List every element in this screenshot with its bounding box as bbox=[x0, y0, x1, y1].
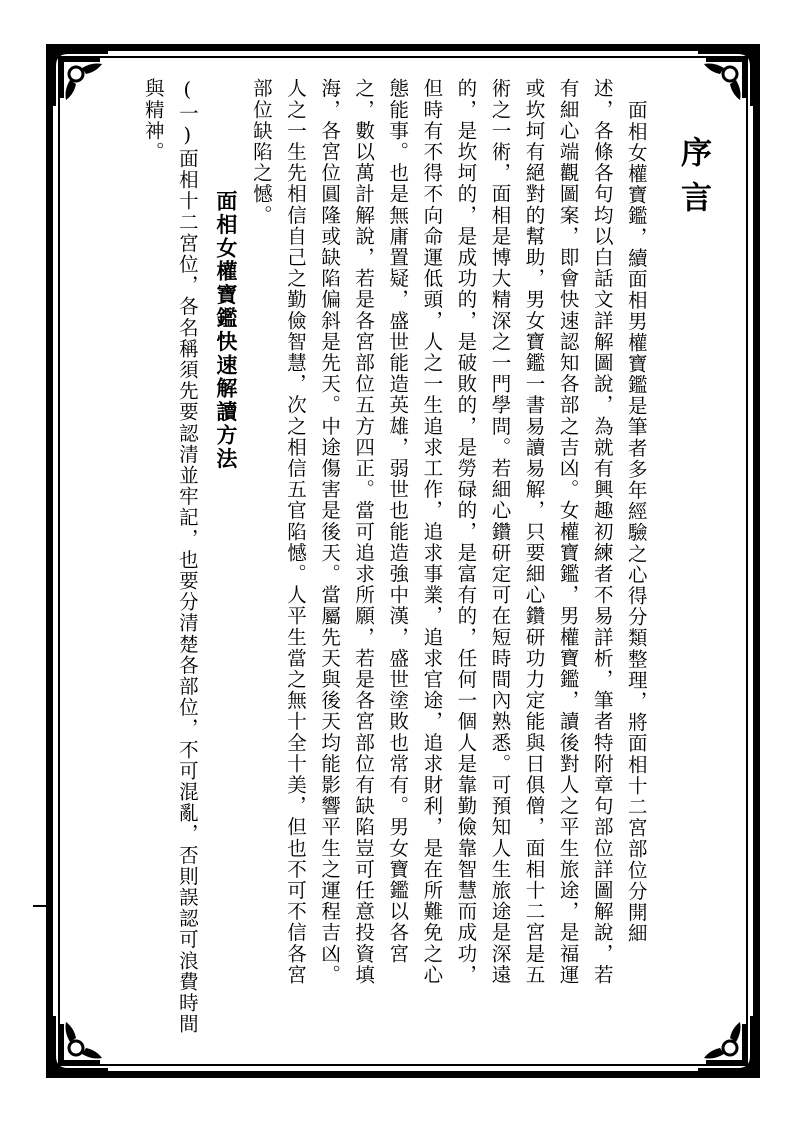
numbered-item: (一)面相十二宮位，各名稱須先要認清並牢記，也要分清楚各部位，不可混亂，否則誤認可浪費時間 bbox=[175, 78, 199, 1035]
body-column: 有細心端觀圖案，即會快速認知各部之吉凶。女權寶鑑，男權寶鑑，讀後對人之平生旅途，是福運 bbox=[556, 78, 580, 986]
body-column: 述，各條各句均以白話文詳解圖說，為就有興趣初練者不易詳析，筆者特附章句部位詳圖解說，若 bbox=[590, 78, 614, 986]
body-column: 之，數以萬計解說，若是各宮部位五方四正。當可追求所願，若是各宮部位有缺陷豈可任意投資填 bbox=[352, 78, 376, 986]
body-column: 或坎坷有絕對的幫助，男女寶鑑一書易讀易解，只要細心鑽研功力定能與日俱僧，面相十二宮是五 bbox=[522, 78, 546, 986]
numbered-item: 與精神。 bbox=[141, 78, 165, 163]
body-column: 態能事。也是無庸置疑，盛世能造英雄，弱世也能造強中漢，盛世塗敗也常有。男女寶鑑以各宮 bbox=[386, 78, 410, 965]
section-heading: 面相女權寶鑑快速解讀方法 bbox=[213, 190, 239, 471]
body-column: 部位缺陷之憾。 bbox=[249, 78, 273, 226]
print-tick-mark bbox=[33, 905, 49, 907]
body-column: 面相女權寶鑑，續面相男權寶鑑是筆者多年經驗之心得分類整理，將面相十二宮部位分開細 bbox=[624, 100, 648, 944]
body-column: 術之一術，面相是博大精深之一門學問。若細心鑽研定可在短時間內熟悉。可預知人生旅途是深遠 bbox=[488, 78, 512, 986]
page-title: 序言 bbox=[675, 136, 711, 226]
body-column: 海，各宮位圓隆或缺陷偏斜是先天。中途傷害是後天。當屬先天與後天均能影響平生之運程吉凶。 bbox=[318, 78, 342, 986]
vertical-text-body bbox=[74, 72, 732, 1050]
body-column: 人之一生先相信自己之勤儉智慧，次之相信五官陷憾。人平生當之無十全十美，但也不可不信各宮 bbox=[284, 78, 307, 986]
body-column: 的，是坎坷的，是成功的，是破敗的，是勞碌的，是富有的，任何一個人是靠勤儉靠智慧而成功， bbox=[454, 78, 478, 986]
body-column: 但時有不得不向命運低頭，人之一生追求工作，追求事業，追求官途，追求財利，是在所難免之心 bbox=[420, 78, 444, 986]
